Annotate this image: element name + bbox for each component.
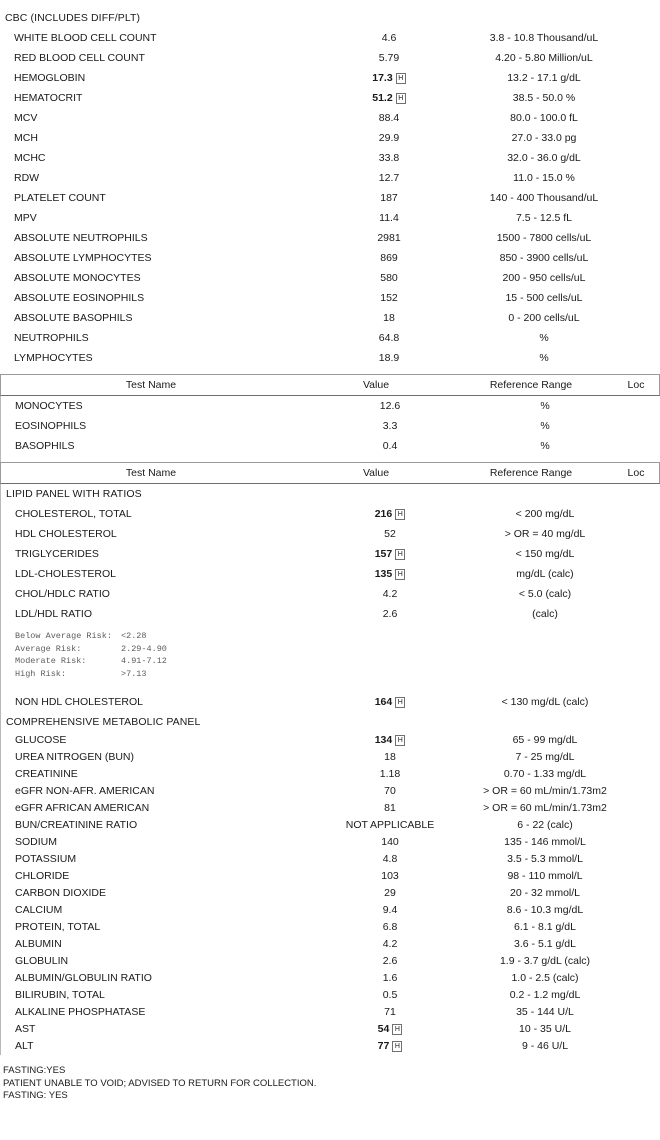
test-name: ALKALINE PHOSPHATASE bbox=[15, 1006, 146, 1018]
table-row bbox=[1, 868, 659, 885]
reference-range: 20 - 32 mmol/L bbox=[509, 887, 581, 899]
table-row bbox=[0, 288, 660, 308]
test-value bbox=[314, 28, 464, 48]
reference-range: 7 - 25 mg/dL bbox=[515, 751, 575, 763]
column-header-test-name-2: Test Name bbox=[125, 467, 177, 479]
reference-range: 0 - 200 cells/uL bbox=[508, 312, 580, 324]
test-value bbox=[315, 885, 465, 902]
value-number: 52 bbox=[384, 528, 396, 540]
table-row bbox=[1, 800, 659, 817]
table-row bbox=[1, 783, 659, 800]
value-number: 0.4 bbox=[382, 440, 398, 452]
panel-title-lipid: LIPID PANEL WITH RATIOS bbox=[6, 488, 142, 500]
test-name: ALT bbox=[15, 1040, 34, 1052]
reference-range: 0.2 - 1.2 mg/dL bbox=[509, 989, 581, 1001]
value-number: 135 bbox=[374, 568, 393, 580]
value-number: 12.7 bbox=[378, 172, 400, 184]
column-header-reference-range-2: Reference Range bbox=[489, 467, 573, 479]
test-name: BASOPHILS bbox=[15, 440, 75, 452]
reference-range: > OR = 60 mL/min/1.73m2 bbox=[483, 785, 607, 797]
reference-range: 65 - 99 mg/dL bbox=[512, 734, 578, 746]
test-name: ABSOLUTE MONOCYTES bbox=[14, 272, 141, 284]
test-value bbox=[315, 817, 465, 834]
test-value bbox=[315, 732, 465, 749]
value-number: 152 bbox=[380, 292, 398, 304]
risk-value: <2.28 bbox=[121, 631, 147, 641]
value-number: 18 bbox=[383, 312, 395, 324]
test-value bbox=[314, 268, 464, 288]
test-value bbox=[315, 834, 465, 851]
value-number: 0.5 bbox=[382, 989, 398, 1001]
footer-gap bbox=[0, 1055, 660, 1065]
risk-label: High Risk: bbox=[15, 668, 67, 679]
reference-range: 32.0 - 36.0 g/dL bbox=[507, 152, 581, 164]
value-number: 140 bbox=[381, 836, 399, 848]
reference-range: 1500 - 7800 cells/uL bbox=[496, 232, 592, 244]
reference-range: 3.5 - 5.3 mmol/L bbox=[507, 853, 583, 865]
test-name: LYMPHOCYTES bbox=[14, 352, 93, 364]
table-header-2 bbox=[0, 462, 660, 484]
cmp-rows bbox=[1, 732, 659, 1055]
reference-range: mg/dL (calc) bbox=[516, 568, 574, 580]
lipid-rows bbox=[1, 504, 659, 624]
test-name: eGFR NON-AFR. AMERICAN bbox=[15, 785, 155, 797]
panel-title-cmp: COMPREHENSIVE METABOLIC PANEL bbox=[6, 716, 201, 728]
test-value bbox=[315, 766, 465, 783]
table-row bbox=[1, 834, 659, 851]
value-number: 12.6 bbox=[379, 400, 401, 412]
test-name: CREATININE bbox=[15, 768, 78, 780]
table-row bbox=[1, 970, 659, 987]
test-name: ABSOLUTE LYMPHOCYTES bbox=[14, 252, 152, 264]
test-name: RED BLOOD CELL COUNT bbox=[14, 52, 145, 64]
test-name: RDW bbox=[14, 172, 40, 184]
reference-range: 27.0 - 33.0 pg bbox=[511, 132, 577, 144]
reference-range: 98 - 110 mmol/L bbox=[507, 870, 583, 882]
table-row bbox=[1, 987, 659, 1004]
high-flag-icon: H bbox=[395, 549, 405, 560]
test-name: NEUTROPHILS bbox=[14, 332, 89, 344]
reference-range: 140 - 400 Thousand/uL bbox=[489, 192, 599, 204]
test-value bbox=[315, 987, 465, 1004]
test-name: UREA NITROGEN (BUN) bbox=[15, 751, 135, 763]
value-number: 164 bbox=[374, 696, 393, 708]
table-row bbox=[0, 68, 660, 88]
test-name: ALBUMIN bbox=[15, 938, 62, 950]
reference-range: 9 - 46 U/L bbox=[521, 1040, 569, 1052]
high-flag-icon: H bbox=[392, 1041, 402, 1052]
risk-bottom-spacer bbox=[1, 680, 659, 692]
test-name: EOSINOPHILS bbox=[15, 420, 87, 432]
section-diff-continued bbox=[0, 396, 660, 462]
table-row bbox=[0, 228, 660, 248]
test-value bbox=[315, 868, 465, 885]
reference-range: 200 - 950 cells/uL bbox=[502, 272, 586, 284]
table-row bbox=[0, 308, 660, 328]
risk-row bbox=[15, 655, 659, 668]
reference-range: 3.6 - 5.1 g/dL bbox=[514, 938, 576, 950]
reference-range: 7.5 - 12.5 fL bbox=[515, 212, 573, 224]
test-value bbox=[314, 308, 464, 328]
test-name: AST bbox=[15, 1023, 36, 1035]
footer-note-line: PATIENT UNABLE TO VOID; ADVISED TO RETURN FOR COLLECTION. bbox=[3, 1077, 317, 1089]
value-number: 187 bbox=[380, 192, 398, 204]
test-name: HDL CHOLESTEROL bbox=[15, 528, 117, 540]
value-number: 51.2 bbox=[372, 92, 393, 104]
reference-range: % bbox=[539, 332, 549, 344]
footer-note-line: FASTING: YES bbox=[3, 1090, 68, 1101]
test-name: MCHC bbox=[14, 152, 46, 164]
test-value bbox=[315, 800, 465, 817]
table-row bbox=[0, 88, 660, 108]
test-value bbox=[315, 953, 465, 970]
test-value bbox=[315, 436, 465, 456]
test-name: TRIGLYCERIDES bbox=[15, 548, 99, 560]
test-value bbox=[315, 936, 465, 953]
high-flag-icon: H bbox=[395, 509, 405, 520]
high-flag-icon: H bbox=[396, 73, 406, 84]
table-row bbox=[1, 544, 659, 564]
test-value bbox=[315, 524, 465, 544]
reference-range: % bbox=[539, 352, 549, 364]
test-value bbox=[315, 749, 465, 766]
test-value bbox=[315, 919, 465, 936]
test-name: NON HDL CHOLESTEROL bbox=[15, 696, 143, 708]
test-value bbox=[314, 128, 464, 148]
reference-range: 13.2 - 17.1 g/dL bbox=[507, 72, 581, 84]
test-name: PROTEIN, TOTAL bbox=[15, 921, 101, 933]
test-name: GLUCOSE bbox=[15, 734, 67, 746]
test-name: MCH bbox=[14, 132, 38, 144]
table-row bbox=[1, 766, 659, 783]
table-row bbox=[1, 416, 659, 436]
test-name: LDL-CHOLESTEROL bbox=[15, 568, 116, 580]
test-value bbox=[314, 328, 464, 348]
reference-range: 1.9 - 3.7 g/dL (calc) bbox=[499, 955, 591, 967]
test-value bbox=[315, 584, 465, 604]
reference-range: 4.20 - 5.80 Million/uL bbox=[495, 52, 593, 64]
table-row bbox=[1, 953, 659, 970]
value-number: 64.8 bbox=[378, 332, 400, 344]
test-name: MCV bbox=[14, 112, 38, 124]
reference-range: (calc) bbox=[532, 608, 558, 620]
value-number: 29.9 bbox=[378, 132, 400, 144]
test-value bbox=[315, 970, 465, 987]
test-name: MPV bbox=[14, 212, 37, 224]
test-name: BUN/CREATININE RATIO bbox=[15, 819, 138, 831]
value-number: 4.2 bbox=[382, 588, 398, 600]
value-number: 2.6 bbox=[382, 955, 398, 967]
reference-range: < 200 mg/dL bbox=[515, 508, 575, 520]
value-number: 81 bbox=[384, 802, 396, 814]
table-row bbox=[0, 168, 660, 188]
high-flag-icon: H bbox=[395, 697, 405, 708]
test-value bbox=[315, 783, 465, 800]
test-value bbox=[315, 416, 465, 436]
risk-label: Below Average Risk: bbox=[15, 631, 112, 641]
value-number: 3.3 bbox=[382, 420, 398, 432]
diff-rows bbox=[1, 396, 659, 456]
table-row bbox=[0, 108, 660, 128]
test-name: CHLORIDE bbox=[15, 870, 70, 882]
test-name: POTASSIUM bbox=[15, 853, 77, 865]
column-header-reference-range: Reference Range bbox=[489, 379, 573, 391]
table-row bbox=[1, 749, 659, 766]
table-row bbox=[0, 128, 660, 148]
table-row bbox=[0, 28, 660, 48]
table-row bbox=[1, 584, 659, 604]
table-header-1 bbox=[0, 374, 660, 396]
table-row bbox=[1, 524, 659, 544]
table-row bbox=[0, 268, 660, 288]
reference-range: > OR = 60 mL/min/1.73m2 bbox=[483, 802, 607, 814]
table-row bbox=[1, 936, 659, 953]
table-row bbox=[1, 436, 659, 456]
test-value bbox=[314, 228, 464, 248]
column-header-loc: Loc bbox=[627, 379, 645, 391]
cholesterol-risk-table bbox=[1, 630, 659, 680]
value-number: 11.4 bbox=[379, 212, 399, 224]
reference-range: 135 - 146 mmol/L bbox=[504, 836, 586, 848]
value-number: 580 bbox=[380, 272, 398, 284]
test-value bbox=[315, 544, 465, 564]
table-row bbox=[0, 248, 660, 268]
cbc-rows bbox=[0, 28, 660, 368]
table-row bbox=[1, 851, 659, 868]
test-name: CHOL/HDLC RATIO bbox=[15, 588, 110, 600]
value-number: 71 bbox=[384, 1006, 396, 1018]
column-header-loc-2: Loc bbox=[627, 467, 645, 479]
report-footer-notes bbox=[0, 1065, 660, 1103]
value-number: 1.18 bbox=[379, 768, 401, 780]
reference-range: 6.1 - 8.1 g/dL bbox=[514, 921, 576, 933]
risk-value: 2.29-4.90 bbox=[121, 643, 167, 654]
table-row bbox=[1, 604, 659, 624]
value-number: 2.6 bbox=[382, 608, 398, 620]
test-value bbox=[314, 188, 464, 208]
test-value bbox=[315, 504, 465, 524]
table-row bbox=[1, 1038, 659, 1055]
high-flag-icon: H bbox=[395, 735, 405, 746]
test-value bbox=[314, 108, 464, 128]
table-row bbox=[0, 48, 660, 68]
reference-range: 11.0 - 15.0 % bbox=[513, 172, 575, 184]
value-number: 54 bbox=[377, 1023, 390, 1035]
value-number: 103 bbox=[381, 870, 399, 882]
reference-range: 3.8 - 10.8 Thousand/uL bbox=[489, 32, 599, 44]
reference-range: 6 - 22 (calc) bbox=[517, 819, 573, 831]
value-number: 88.4 bbox=[378, 112, 400, 124]
test-name: GLOBULIN bbox=[15, 955, 69, 967]
test-value bbox=[314, 248, 464, 268]
risk-row bbox=[15, 630, 659, 643]
value-number: 29 bbox=[384, 887, 396, 899]
value-number: 6.8 bbox=[382, 921, 398, 933]
reference-range: 10 - 35 U/L bbox=[519, 1023, 571, 1035]
value-number: 17.3 bbox=[372, 72, 393, 84]
value-number: 869 bbox=[380, 252, 398, 264]
reference-range: % bbox=[540, 420, 550, 432]
test-value bbox=[314, 208, 464, 228]
risk-label: Average Risk: bbox=[15, 643, 82, 654]
risk-row bbox=[15, 668, 659, 681]
value-number: 18.9 bbox=[378, 352, 400, 364]
risk-row bbox=[15, 643, 659, 656]
test-name: CALCIUM bbox=[15, 904, 63, 916]
reference-range: < 130 mg/dL (calc) bbox=[501, 696, 589, 708]
table-row bbox=[0, 208, 660, 228]
reference-range: % bbox=[540, 400, 550, 412]
high-flag-icon: H bbox=[392, 1024, 402, 1035]
value-number: 2981 bbox=[377, 232, 401, 244]
table-row bbox=[1, 732, 659, 749]
risk-value: 4.91-7.12 bbox=[121, 656, 167, 666]
value-number: 4.6 bbox=[381, 32, 397, 44]
reference-range: < 5.0 (calc) bbox=[518, 588, 572, 600]
test-name: ABSOLUTE NEUTROPHILS bbox=[14, 232, 148, 244]
test-name: LDL/HDL RATIO bbox=[15, 608, 93, 620]
reference-range: 38.5 - 50.0 % bbox=[512, 92, 576, 104]
value-number: 157 bbox=[374, 548, 393, 560]
table-row bbox=[0, 148, 660, 168]
table-row bbox=[0, 348, 660, 368]
footer-note-line: FASTING:YES bbox=[3, 1065, 66, 1076]
test-value bbox=[314, 68, 464, 88]
table-row bbox=[0, 188, 660, 208]
test-value bbox=[314, 148, 464, 168]
test-value bbox=[314, 48, 464, 68]
table-row bbox=[1, 396, 659, 416]
test-name: ABSOLUTE EOSINOPHILS bbox=[14, 292, 145, 304]
value-number: 134 bbox=[374, 734, 393, 746]
table-row bbox=[1, 902, 659, 919]
test-name: SODIUM bbox=[15, 836, 57, 848]
section-cbc bbox=[0, 8, 660, 368]
test-value bbox=[315, 902, 465, 919]
top-spacer bbox=[0, 0, 660, 8]
value-number: 77 bbox=[377, 1040, 390, 1052]
reference-range: 1.0 - 2.5 (calc) bbox=[511, 972, 579, 984]
section-lower-body bbox=[0, 484, 660, 1055]
high-flag-icon: H bbox=[396, 93, 406, 104]
test-value bbox=[315, 692, 465, 712]
reference-range: 15 - 500 cells/uL bbox=[505, 292, 583, 304]
value-number: 9.4 bbox=[382, 904, 398, 916]
column-header-test-name: Test Name bbox=[125, 379, 177, 391]
test-name: CARBON DIOXIDE bbox=[15, 887, 107, 899]
table-row bbox=[1, 1021, 659, 1038]
value-number: 70 bbox=[384, 785, 396, 797]
reference-range: 35 - 144 U/L bbox=[516, 1006, 574, 1018]
value-number: 33.8 bbox=[378, 152, 400, 164]
risk-value: >7.13 bbox=[121, 668, 147, 679]
test-value bbox=[314, 348, 464, 368]
test-name: ALBUMIN/GLOBULIN RATIO bbox=[15, 972, 152, 984]
value-number: NOT APPLICABLE bbox=[345, 819, 435, 831]
test-name: HEMATOCRIT bbox=[14, 92, 83, 104]
reference-range: > OR = 40 mg/dL bbox=[504, 528, 586, 540]
test-name: ABSOLUTE BASOPHILS bbox=[14, 312, 133, 324]
test-name: CHOLESTEROL, TOTAL bbox=[15, 508, 132, 520]
reference-range: 80.0 - 100.0 fL bbox=[510, 112, 578, 124]
table-row bbox=[1, 919, 659, 936]
reference-range: 8.6 - 10.3 mg/dL bbox=[506, 904, 584, 916]
value-number: 1.6 bbox=[382, 972, 398, 984]
test-name: BILIRUBIN, TOTAL bbox=[15, 989, 105, 1001]
test-value bbox=[315, 1004, 465, 1021]
test-name: WHITE BLOOD CELL COUNT bbox=[14, 32, 157, 44]
test-value bbox=[315, 1021, 465, 1038]
reference-range: < 150 mg/dL bbox=[515, 548, 575, 560]
value-number: 4.2 bbox=[382, 938, 398, 950]
value-number: 18 bbox=[384, 751, 396, 763]
test-value bbox=[315, 396, 465, 416]
table-row bbox=[1, 817, 659, 834]
value-number: 5.79 bbox=[378, 52, 400, 64]
value-number: 216 bbox=[374, 508, 393, 520]
reference-range: 850 - 3900 cells/uL bbox=[499, 252, 589, 264]
column-header-value: Value bbox=[362, 379, 390, 391]
test-value bbox=[314, 168, 464, 188]
test-value bbox=[315, 604, 465, 624]
test-name: eGFR AFRICAN AMERICAN bbox=[15, 802, 150, 814]
test-name: PLATELET COUNT bbox=[14, 192, 106, 204]
test-value bbox=[315, 851, 465, 868]
reference-range: 0.70 - 1.33 mg/dL bbox=[503, 768, 587, 780]
table-row bbox=[1, 564, 659, 584]
column-header-value-2: Value bbox=[362, 467, 390, 479]
panel-title-cbc: CBC (INCLUDES DIFF/PLT) bbox=[5, 12, 141, 24]
table-row bbox=[1, 885, 659, 902]
table-row bbox=[1, 1004, 659, 1021]
risk-label: Moderate Risk: bbox=[15, 656, 87, 666]
table-row-non-hdl-cholesterol bbox=[1, 692, 659, 712]
test-value bbox=[315, 1038, 465, 1055]
test-value bbox=[314, 88, 464, 108]
test-value bbox=[314, 288, 464, 308]
test-name: HEMOGLOBIN bbox=[14, 72, 86, 84]
value-number: 4.8 bbox=[382, 853, 398, 865]
test-value bbox=[315, 564, 465, 584]
table-row bbox=[0, 328, 660, 348]
test-name: MONOCYTES bbox=[15, 400, 83, 412]
reference-range: % bbox=[540, 440, 550, 452]
high-flag-icon: H bbox=[395, 569, 405, 580]
table-row bbox=[1, 504, 659, 524]
